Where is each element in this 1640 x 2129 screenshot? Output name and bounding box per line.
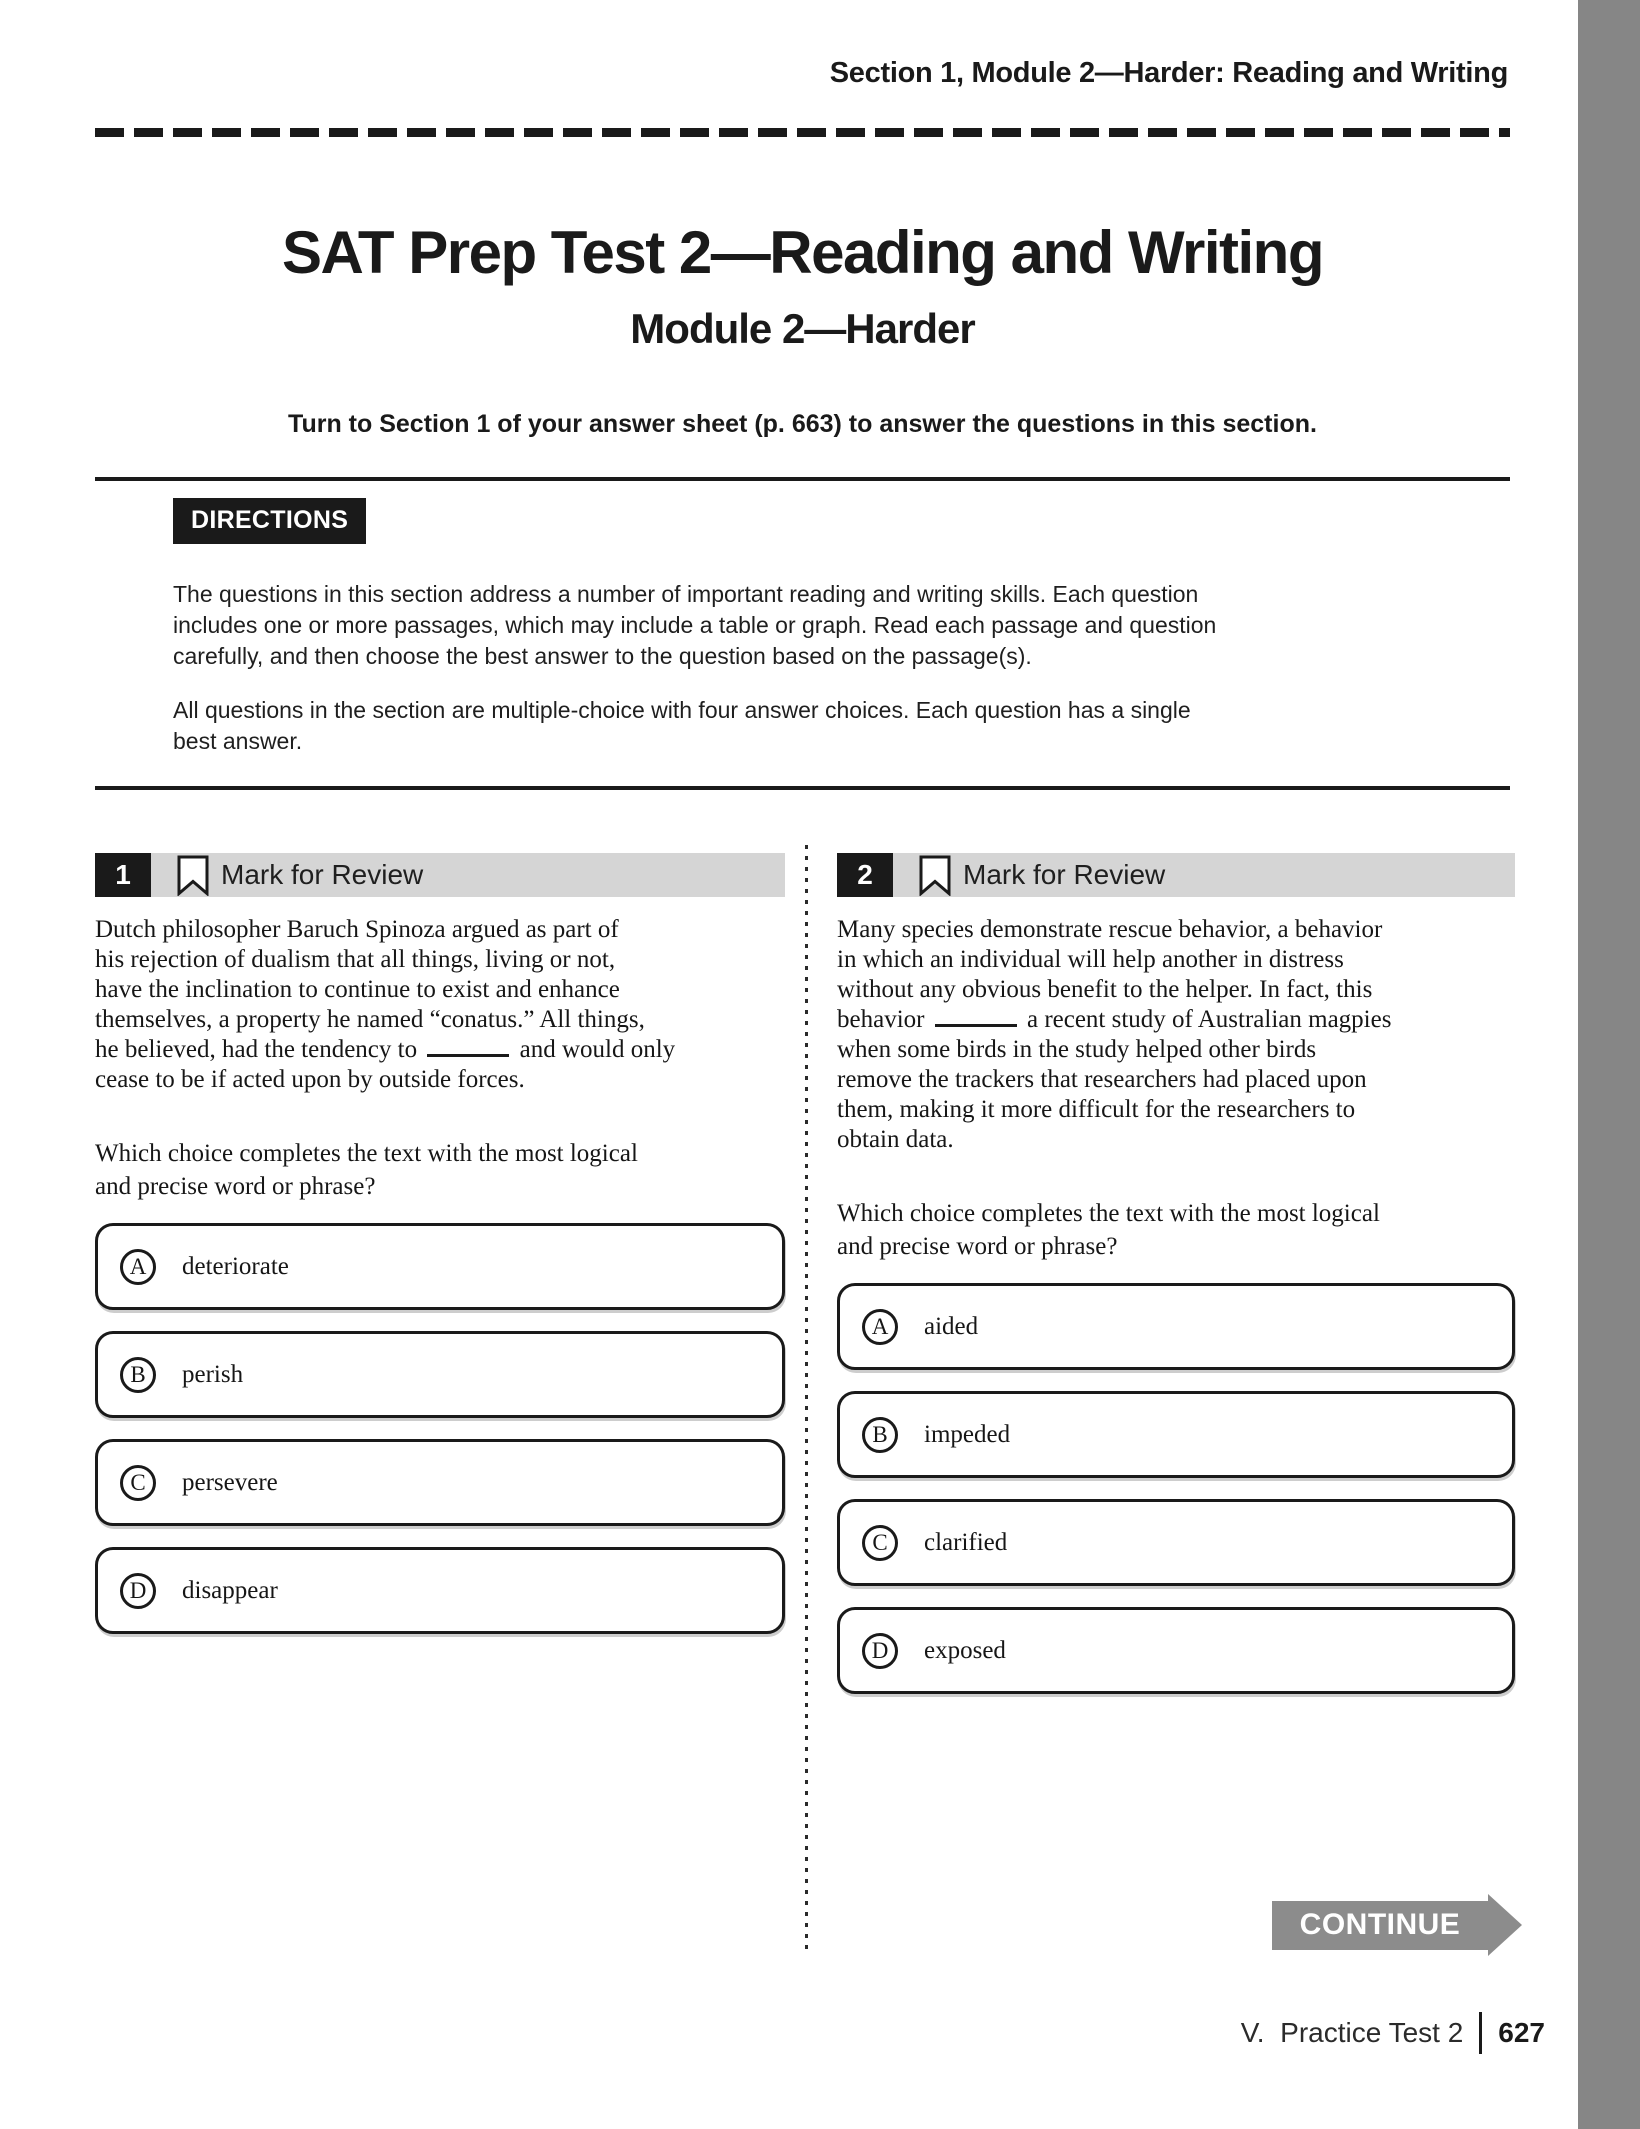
- blank-line: [935, 1022, 1017, 1027]
- page-footer: [1241, 2012, 1545, 2054]
- choice-letter: A: [120, 1249, 156, 1285]
- choice-text: clarified: [924, 1528, 1008, 1556]
- choice-letter: B: [862, 1417, 898, 1453]
- answer-choices: [837, 1283, 1515, 1694]
- question-number: 1: [95, 853, 151, 897]
- choice-letter: D: [862, 1633, 898, 1669]
- answer-sheet-instruction: Turn to Section 1 of your answer sheet (p. 663) to answer the questions in this section.: [288, 410, 1317, 438]
- directions-paragraph: All questions in the section are multiple-choice with four answer choices. Each question has a single best answer.: [173, 697, 1191, 754]
- bookmark-icon[interactable]: [919, 855, 951, 896]
- mark-for-review-label[interactable]: Mark for Review: [963, 859, 1166, 890]
- dashed-divider: [95, 128, 1510, 137]
- answer-choices: [95, 1223, 785, 1634]
- page-subtitle: Module 2—Harder: [630, 305, 975, 352]
- choice-a[interactable]: [837, 1283, 1515, 1370]
- running-header: Section 1, Module 2—Harder: Reading and Writing: [829, 57, 1508, 89]
- question-1: [95, 853, 785, 1655]
- choice-text: impeded: [924, 1420, 1011, 1448]
- directions-top-rule: [95, 477, 1510, 481]
- directions-paragraph: The questions in this section address a number of important reading and writing skills. Each question includes one or more passages, which may include a table or graph. Read each passage and question carefully, and then choose the best answer to the question based on the passage(s).: [173, 581, 1217, 669]
- question-1-header: [95, 853, 785, 897]
- choice-text: deteriorate: [182, 1252, 289, 1280]
- choice-text: aided: [924, 1312, 979, 1340]
- question-2-header: [837, 853, 1515, 897]
- choice-text: persevere: [182, 1468, 278, 1496]
- directions-label: DIRECTIONS: [173, 498, 366, 544]
- choice-c[interactable]: [95, 1439, 785, 1526]
- choice-text: exposed: [924, 1636, 1006, 1664]
- continue-button[interactable]: [1272, 1894, 1522, 1956]
- footer-page-number: 627: [1498, 2017, 1545, 2048]
- choice-c[interactable]: [837, 1499, 1515, 1586]
- continue-label: CONTINUE: [1272, 1901, 1488, 1950]
- choice-letter: C: [862, 1525, 898, 1561]
- choice-letter: A: [862, 1309, 898, 1345]
- choice-b[interactable]: [837, 1391, 1515, 1478]
- question-passage: Dutch philosopher Baruch Spinoza argued as part of his rejection of dualism that all things, living or not, have the inclination to continue to exist and enhance themselves, a property he named “conatus.” All things, he believed, had the tendency to and would only cease to be if acted upon by outside forces.: [95, 916, 676, 1093]
- question-stem: Which choice completes the text with the most logical and precise word or phrase?: [837, 1200, 1380, 1260]
- choice-text: disappear: [182, 1576, 278, 1604]
- page-title: SAT Prep Test 2—Reading and Writing: [282, 219, 1323, 286]
- choice-text: perish: [182, 1360, 244, 1388]
- blank-line: [427, 1052, 509, 1057]
- question-stem: Which choice completes the text with the most logical and precise word or phrase?: [95, 1140, 638, 1200]
- choice-b[interactable]: [95, 1331, 785, 1418]
- choice-letter: B: [120, 1357, 156, 1393]
- footer-section-label: V. Practice Test 2: [1240, 2017, 1464, 2048]
- continue-arrow-icon: [1488, 1894, 1522, 1956]
- footer-divider: [1479, 2012, 1482, 2054]
- choice-letter: C: [120, 1465, 156, 1501]
- choice-d[interactable]: [95, 1547, 785, 1634]
- mark-for-review-label[interactable]: Mark for Review: [221, 859, 424, 890]
- column-divider: [805, 845, 808, 1950]
- question-2: [837, 853, 1515, 1715]
- page-edge-strip: [1578, 0, 1640, 2129]
- choice-d[interactable]: [837, 1607, 1515, 1694]
- question-number: 2: [837, 853, 893, 897]
- bookmark-icon[interactable]: [177, 855, 209, 896]
- directions-bottom-rule: [95, 786, 1510, 790]
- question-passage: Many species demonstrate rescue behavior, a behavior in which an individual will help another in distress without any obvious benefit to the helper. In fact, this behavior a recent study of Australian magpies when some birds in the study helped other birds remove the trackers that researchers had placed upon them, making it more difficult for the researchers to obtain data.: [837, 916, 1392, 1153]
- choice-letter: D: [120, 1573, 156, 1609]
- choice-a[interactable]: [95, 1223, 785, 1310]
